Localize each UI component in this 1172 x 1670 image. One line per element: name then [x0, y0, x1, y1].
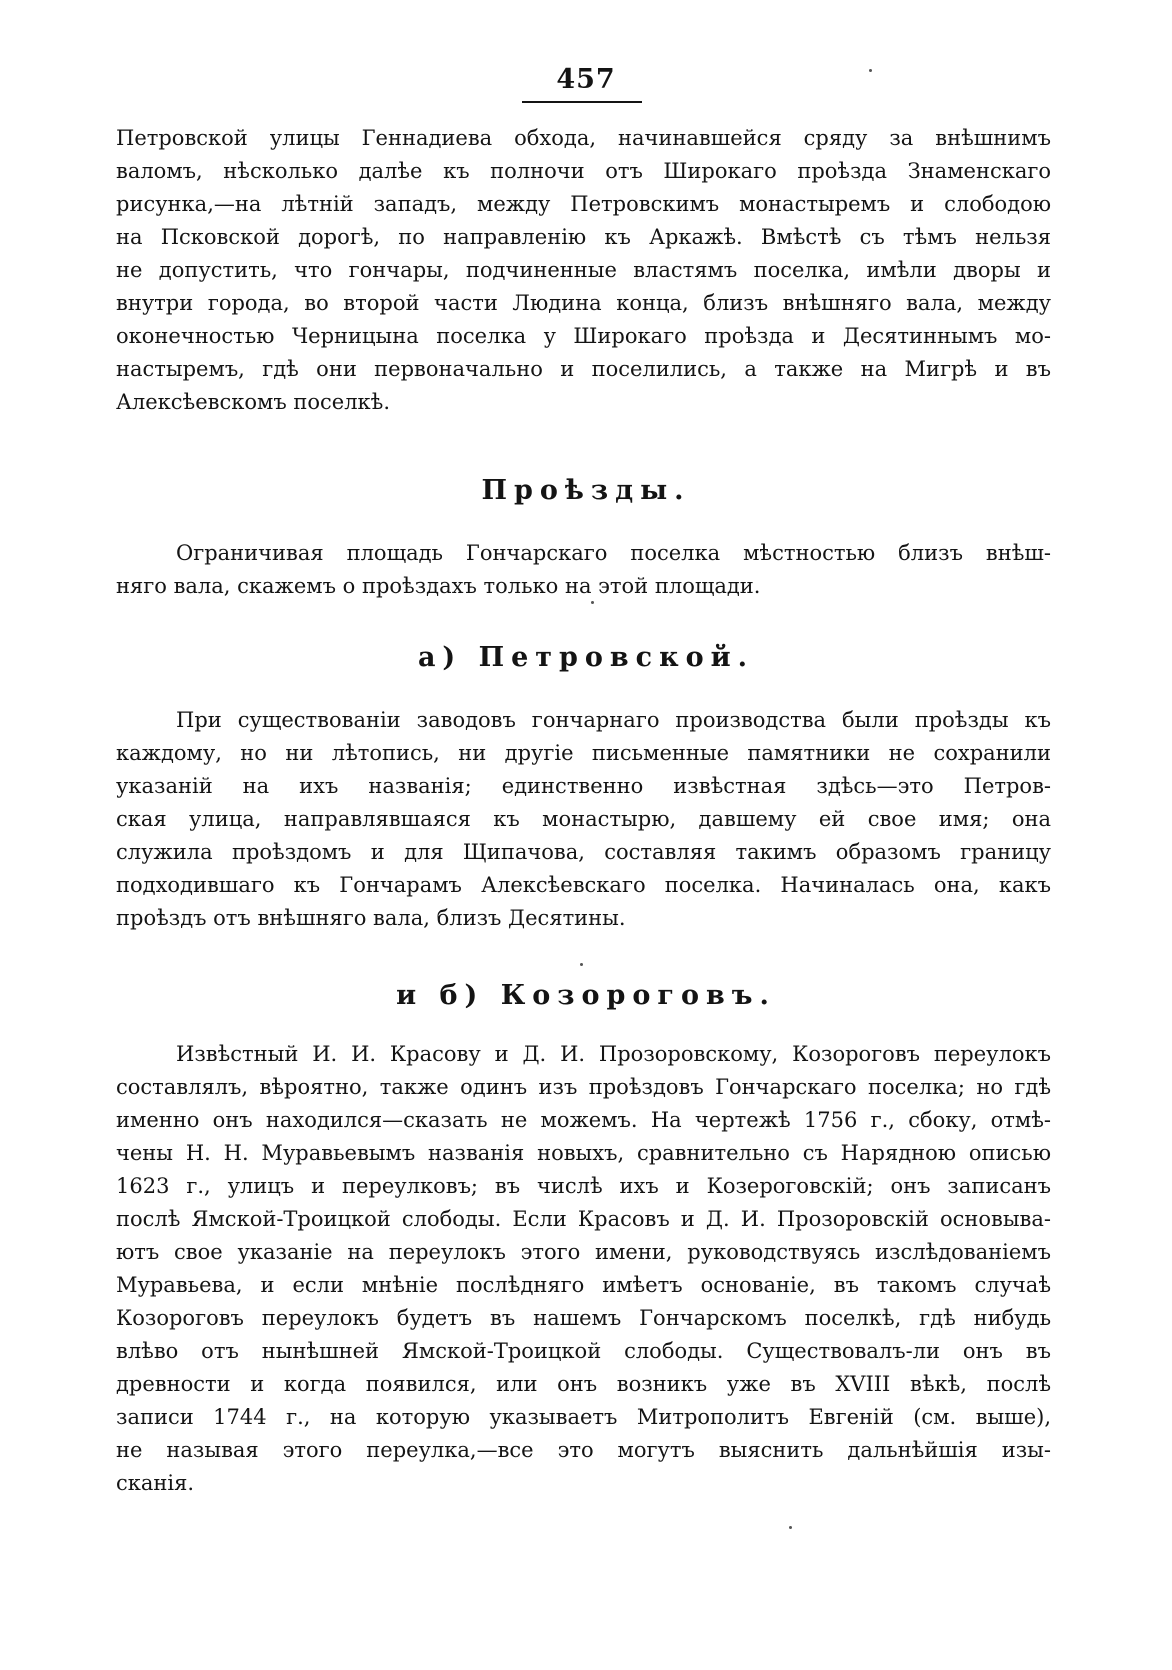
text-line: подходившаго къ Гончарамъ Алексѣевскаго поселка. Начиналась она, какъ	[116, 873, 1051, 897]
text-line: оконечностью Черницына поселка у Широкаго проѣзда и Десятиннымъ мо-	[116, 324, 1051, 348]
text-line: каждому, но ни лѣтопись, ни другіе письменные памятники не сохранили	[116, 741, 1051, 765]
page-number: 457	[556, 64, 616, 95]
text-line: не называя этого переулка,—все это могутъ выяснить дальнѣйшія изы-	[116, 1438, 1051, 1462]
text-line: проѣздъ отъ внѣшняго вала, близъ Десятины.	[116, 906, 626, 930]
text-line: настыремъ, гдѣ они первоначально и поселились, а также на Мигрѣ и въ	[116, 357, 1051, 381]
paragraph-intro	[116, 122, 1051, 419]
text-line: няго вала, скажемъ о проѣздахъ только на этой площади.	[116, 574, 761, 598]
text-line: рисунка,—на лѣтній западъ, между Петровскимъ монастыремъ и слободою	[116, 192, 1051, 216]
text-line: Извѣстный И. И. Красову и Д. И. Прозоровскому, Козороговъ переулокъ	[176, 1042, 1051, 1066]
paragraph-proezdy	[116, 537, 1051, 603]
print-speck	[789, 1526, 792, 1529]
text-line: не допустить, что гончары, подчиненные властямъ поселка, имѣли дворы и	[116, 258, 1051, 282]
text-line: Алексѣевскомъ поселкѣ.	[116, 390, 391, 414]
text-line: Муравьева, и если мнѣніе послѣдняго имѣетъ основаніе, въ такомъ случаѣ	[116, 1273, 1051, 1297]
section-heading-petrovskoy: а) Петровской.	[417, 642, 755, 673]
text-line: именно онъ находился—сказать не можемъ. На чертежѣ 1756 г., сбоку, отмѣ-	[116, 1108, 1051, 1132]
print-speck	[591, 601, 594, 604]
text-line: чены Н. Н. Муравьевымъ названія новыхъ, сравнительно съ Нарядною описью	[116, 1141, 1051, 1165]
text-line: служила проѣздомъ и для Щипачова, составляя такимъ образомъ границу	[116, 840, 1051, 864]
text-line: послѣ Ямской-Троицкой слободы. Если Красовъ и Д. И. Прозоровскій основыва-	[116, 1207, 1051, 1231]
text-line: древности и когда появился, или онъ возникъ уже въ XVIII вѣкѣ, послѣ	[116, 1372, 1051, 1396]
text-line: ютъ свое указаніе на переулокъ этого имени, руководствуясь изслѣдованіемъ	[116, 1240, 1051, 1264]
text-line: внутри города, во второй части Людина конца, близъ внѣшняго вала, между	[116, 291, 1051, 315]
text-line: составлялъ, вѣроятно, также одинъ изъ проѣздовъ Гончарскаго поселка; но гдѣ	[116, 1075, 1051, 1099]
text-line: валомъ, нѣсколько далѣе къ полночи отъ Широкаго проѣзда Знаменскаго	[116, 159, 1051, 183]
text-line: записи 1744 г., на которую указываетъ Митрополитъ Евгеній (см. выше),	[116, 1405, 1051, 1429]
text-line: ская улица, направлявшаяся къ монастырю, давшему ей свое имя; она	[116, 807, 1051, 831]
text-line: на Псковской дорогѣ, по направленію къ Аркажѣ. Вмѣстѣ съ тѣмъ нельзя	[116, 225, 1051, 249]
print-speck	[869, 69, 872, 72]
paragraph-kozorogov	[116, 1038, 1051, 1500]
text-line: влѣво отъ нынѣшней Ямской-Троицкой слободы. Существовалъ-ли онъ въ	[116, 1339, 1051, 1363]
text-line: 1623 г., улицъ и переулковъ; въ числѣ ихъ и Козероговскій; онъ записанъ	[116, 1174, 1051, 1198]
page-number-rule	[522, 101, 642, 103]
print-speck	[580, 963, 583, 966]
paragraph-petrovskoy	[116, 704, 1051, 935]
text-line: Петровской улицы Геннадиева обхода, начинавшейся сряду за внѣшнимъ	[116, 126, 1051, 150]
text-line: Ограничивая площадь Гончарскаго поселка мѣстностью близъ внѣш-	[176, 541, 1051, 565]
text-line: При существованіи заводовъ гончарнаго производства были проѣзды къ	[176, 708, 1051, 732]
section-heading-proezdy: Проѣзды.	[481, 475, 691, 506]
text-line: сканія.	[116, 1471, 195, 1495]
section-heading-kozorogov: и б) Козороговъ.	[396, 980, 776, 1011]
text-line: Козороговъ переулокъ будетъ въ нашемъ Гончарскомъ поселкѣ, гдѣ нибудь	[116, 1306, 1051, 1330]
text-line: указаній на ихъ названія; единственно извѣстная здѣсь—это Петров-	[116, 774, 1051, 798]
